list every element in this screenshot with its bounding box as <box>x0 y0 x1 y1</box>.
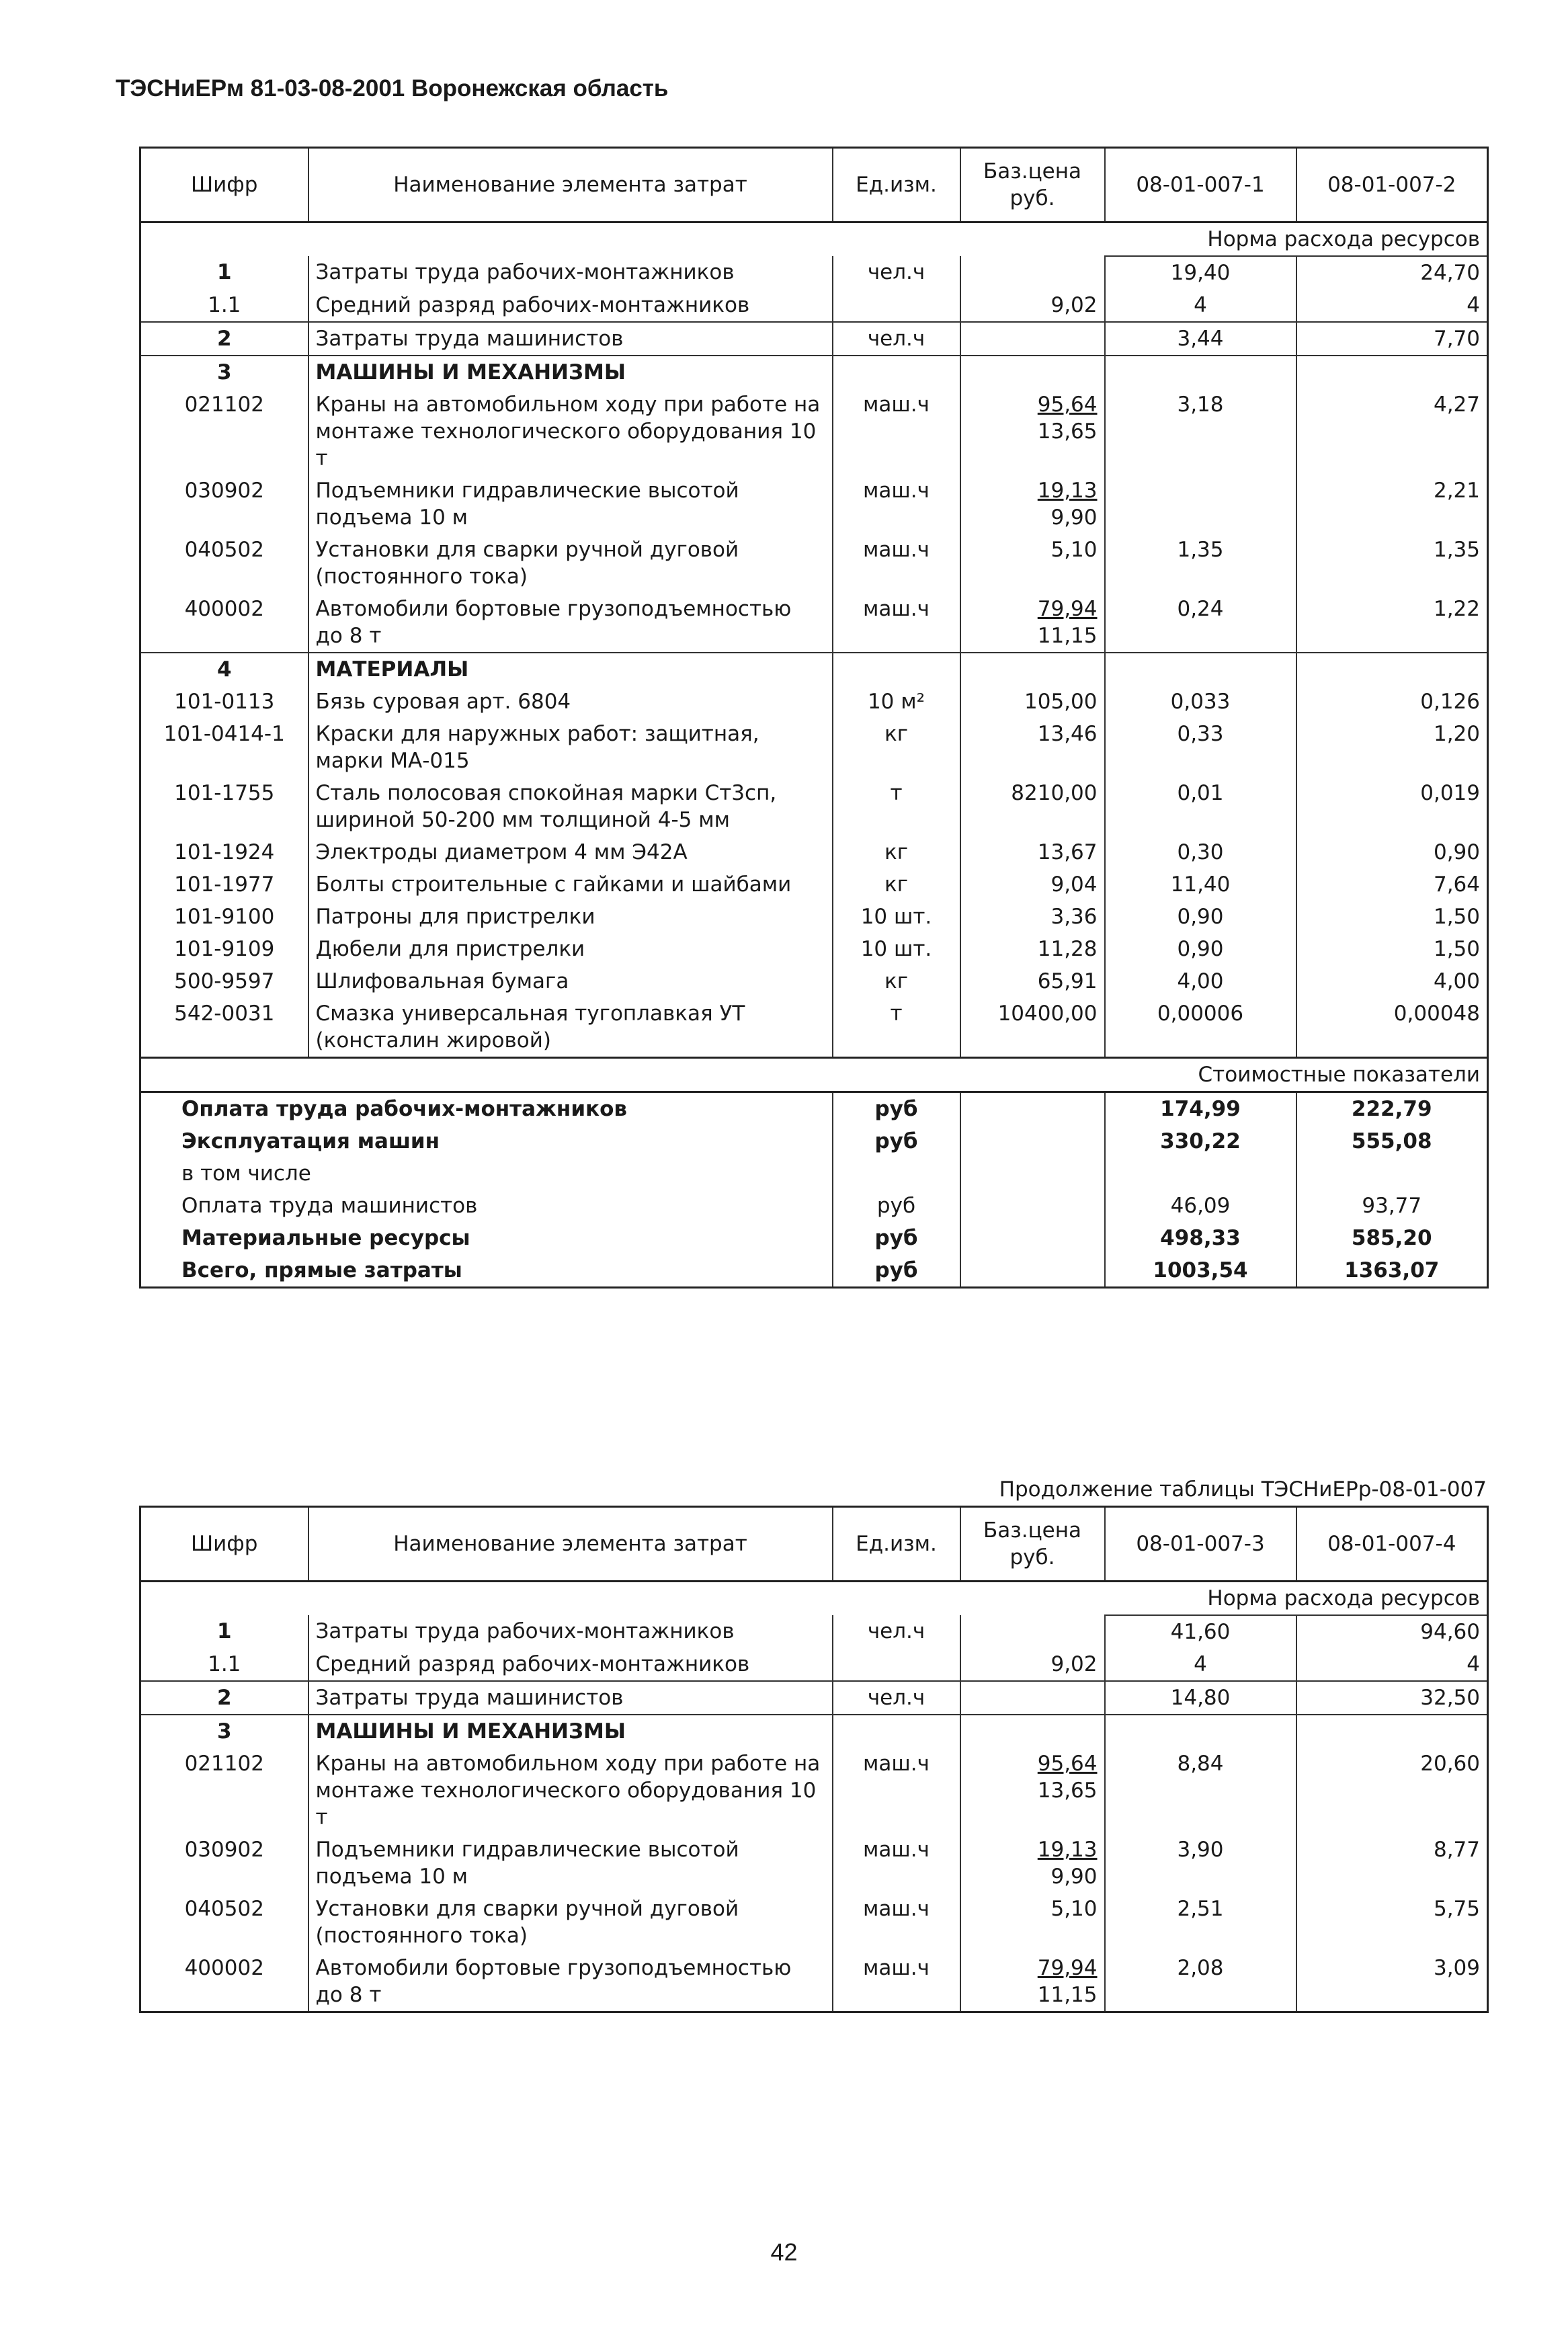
row-norm2: 0,019 <box>1296 777 1488 836</box>
row-unit: чел.ч <box>833 1681 960 1715</box>
row-price <box>960 997 1105 1058</box>
summary-unit: руб <box>833 1190 960 1222</box>
row-code: 1 <box>140 1615 308 1648</box>
row-name: Средний разряд рабочих-монтажников <box>308 1648 833 1681</box>
row-price-secondary: 13,65 <box>1037 419 1098 444</box>
row-price <box>960 356 1105 388</box>
row-code: 030902 <box>140 475 308 534</box>
row-price <box>960 1834 1105 1893</box>
row-norm2: 24,70 <box>1296 256 1488 289</box>
row-price <box>960 1893 1105 1952</box>
summary-row <box>140 1092 1488 1126</box>
table-row <box>140 534 1488 593</box>
summary-value1 <box>1105 1157 1296 1190</box>
row-unit: кг <box>833 965 960 997</box>
row-name: Затраты труда рабочих-монтажников <box>308 256 833 289</box>
row-unit: маш.ч <box>833 388 960 475</box>
row-norm2: 0,126 <box>1296 686 1488 718</box>
row-unit <box>833 1648 960 1681</box>
table-row <box>140 1748 1488 1834</box>
table-row <box>140 965 1488 997</box>
table-row <box>140 356 1488 388</box>
row-code: 101-1977 <box>140 868 308 901</box>
row-price-secondary: 11,15 <box>1037 624 1098 648</box>
summary-row <box>140 1222 1488 1254</box>
summary-label: Эксплуатация машин <box>140 1125 833 1157</box>
col-unit-header: Ед.изм. <box>833 1507 960 1582</box>
row-price-main: 95,64 <box>1037 1752 1098 1776</box>
row-price-main: 19,13 <box>1037 1838 1098 1862</box>
section-cost-label: Стоимостные показатели <box>1105 1058 1488 1092</box>
row-name: Краны на автомобильном ходу при работе на монтаже технологического оборудования 10 т <box>308 1748 833 1834</box>
row-code: 2 <box>140 1681 308 1715</box>
row-price-secondary: 11,15 <box>1037 1983 1098 2007</box>
row-price-secondary: 13,65 <box>1037 1778 1098 1803</box>
row-norm2: 1,50 <box>1296 901 1488 933</box>
summary-row <box>140 1125 1488 1157</box>
row-norm2: 4 <box>1296 289 1488 322</box>
row-name: Краски для наружных работ: защитная, марки МА-015 <box>308 718 833 777</box>
row-unit: маш.ч <box>833 1893 960 1952</box>
col-norm1-header: 08-01-007-1 <box>1105 148 1296 222</box>
row-name: Подъемники гидравлические высотой подъема 10 м <box>308 1834 833 1893</box>
row-norm1: 41,60 <box>1105 1615 1296 1648</box>
row-price-main: 95,64 <box>1037 393 1098 417</box>
summary-value1: 174,99 <box>1105 1092 1296 1126</box>
row-price-secondary: 9,90 <box>1050 1865 1098 1889</box>
row-unit: чел.ч <box>833 1615 960 1648</box>
summary-value2: 555,08 <box>1296 1125 1488 1157</box>
row-norm1: 2,51 <box>1105 1893 1296 1952</box>
section-spacer <box>140 1582 1105 1616</box>
row-price-main: 79,94 <box>1037 1956 1098 1980</box>
table-row <box>140 1715 1488 1748</box>
row-norm1 <box>1105 475 1296 534</box>
row-unit <box>833 653 960 686</box>
section-norm-label: Норма расхода ресурсов <box>1105 1582 1488 1616</box>
table-row <box>140 997 1488 1058</box>
table-row <box>140 1615 1488 1648</box>
table-row <box>140 1834 1488 1893</box>
col-code-header: Шифр <box>140 1507 308 1582</box>
table-row <box>140 1893 1488 1952</box>
row-price <box>960 1715 1105 1748</box>
row-price <box>960 322 1105 356</box>
col-name-header: Наименование элемента затрат <box>308 148 833 222</box>
row-price-main: 9,02 <box>1050 1652 1098 1676</box>
section-spacer <box>140 1058 1105 1092</box>
row-norm2: 1,20 <box>1296 718 1488 777</box>
table-row <box>140 653 1488 686</box>
summary-unit: руб <box>833 1222 960 1254</box>
row-norm2: 1,35 <box>1296 534 1488 593</box>
col-norm2-header: 08-01-007-2 <box>1296 148 1488 222</box>
row-price <box>960 718 1105 777</box>
row-code: 400002 <box>140 1952 308 2012</box>
row-norm2: 20,60 <box>1296 1748 1488 1834</box>
row-norm1: 0,00006 <box>1105 997 1296 1058</box>
row-norm1: 3,44 <box>1105 322 1296 356</box>
col-norm1-header: 08-01-007-3 <box>1105 1507 1296 1582</box>
table-row <box>140 1952 1488 2012</box>
row-code: 101-1755 <box>140 777 308 836</box>
table-row <box>140 322 1488 356</box>
row-norm2 <box>1296 653 1488 686</box>
col-code-header: Шифр <box>140 148 308 222</box>
summary-spacer <box>960 1125 1105 1157</box>
row-code: 1 <box>140 256 308 289</box>
row-norm2: 1,50 <box>1296 933 1488 965</box>
row-price <box>960 836 1105 868</box>
row-price-main: 13,46 <box>1037 722 1098 746</box>
summary-spacer <box>960 1157 1105 1190</box>
row-norm1: 11,40 <box>1105 868 1296 901</box>
row-price <box>960 653 1105 686</box>
row-code: 101-0113 <box>140 686 308 718</box>
row-name: Установки для сварки ручной дуговой (постоянного тока) <box>308 534 833 593</box>
row-code: 3 <box>140 1715 308 1748</box>
summary-label: Оплата труда рабочих-монтажников <box>140 1092 833 1126</box>
table-header-row <box>140 148 1488 222</box>
table-row <box>140 836 1488 868</box>
row-price <box>960 1952 1105 2012</box>
row-norm1: 0,33 <box>1105 718 1296 777</box>
row-price <box>960 475 1105 534</box>
row-norm1: 0,30 <box>1105 836 1296 868</box>
row-code: 101-9109 <box>140 933 308 965</box>
row-price <box>960 289 1105 322</box>
row-name: МАТЕРИАЛЫ <box>308 653 833 686</box>
table-row <box>140 289 1488 322</box>
row-unit: 10 шт. <box>833 901 960 933</box>
row-norm2: 1,22 <box>1296 593 1488 653</box>
row-norm1: 3,90 <box>1105 1834 1296 1893</box>
table-row <box>140 1681 1488 1715</box>
summary-value2: 222,79 <box>1296 1092 1488 1126</box>
row-price-main: 79,94 <box>1037 597 1098 621</box>
row-code: 3 <box>140 356 308 388</box>
resource-table-2 <box>139 1506 1489 2013</box>
row-name: Болты строительные с гайками и шайбами <box>308 868 833 901</box>
row-price <box>960 388 1105 475</box>
row-norm1: 8,84 <box>1105 1748 1296 1834</box>
summary-spacer <box>960 1092 1105 1126</box>
row-norm1 <box>1105 1715 1296 1748</box>
row-unit: маш.ч <box>833 1952 960 2012</box>
summary-value2: 585,20 <box>1296 1222 1488 1254</box>
row-norm1: 2,08 <box>1105 1952 1296 2012</box>
row-unit: чел.ч <box>833 256 960 289</box>
row-price <box>960 1615 1105 1648</box>
summary-value2: 1363,07 <box>1296 1254 1488 1288</box>
row-norm1: 0,01 <box>1105 777 1296 836</box>
row-norm2: 94,60 <box>1296 1615 1488 1648</box>
row-unit: маш.ч <box>833 1748 960 1834</box>
row-name: Средний разряд рабочих-монтажников <box>308 289 833 322</box>
row-unit: маш.ч <box>833 475 960 534</box>
row-norm2: 4,00 <box>1296 965 1488 997</box>
summary-value2 <box>1296 1157 1488 1190</box>
row-unit: чел.ч <box>833 322 960 356</box>
row-price-main: 13,67 <box>1037 840 1098 864</box>
section-norm-label: Норма расхода ресурсов <box>1105 222 1488 257</box>
row-price-main: 65,91 <box>1037 969 1098 993</box>
row-name: Затраты труда машинистов <box>308 1681 833 1715</box>
summary-unit: руб <box>833 1254 960 1288</box>
row-unit: маш.ч <box>833 534 960 593</box>
summary-row <box>140 1157 1488 1190</box>
row-norm1: 1,35 <box>1105 534 1296 593</box>
row-unit: 10 м² <box>833 686 960 718</box>
row-price <box>960 686 1105 718</box>
row-unit: кг <box>833 836 960 868</box>
row-price-main: 11,28 <box>1037 937 1098 961</box>
row-price <box>960 593 1105 653</box>
summary-value1: 498,33 <box>1105 1222 1296 1254</box>
row-price <box>960 901 1105 933</box>
row-norm1: 0,033 <box>1105 686 1296 718</box>
row-unit: кг <box>833 718 960 777</box>
row-code: 101-0414-1 <box>140 718 308 777</box>
row-price <box>960 534 1105 593</box>
row-unit: 10 шт. <box>833 933 960 965</box>
table-header-row <box>140 1507 1488 1582</box>
row-price-main: 5,10 <box>1050 1897 1098 1921</box>
summary-spacer <box>960 1222 1105 1254</box>
row-norm2: 32,50 <box>1296 1681 1488 1715</box>
row-name: Смазка универсальная тугоплавкая УТ (консталин жировой) <box>308 997 833 1058</box>
table-row <box>140 256 1488 289</box>
summary-spacer <box>960 1254 1105 1288</box>
row-norm1: 4,00 <box>1105 965 1296 997</box>
row-code: 500-9597 <box>140 965 308 997</box>
col-unit-header: Ед.изм. <box>833 148 960 222</box>
row-price-main: 10400,00 <box>997 1001 1098 1026</box>
continuation-title: Продолжение таблицы ТЭСНиЕРр-08-01-007 <box>999 1477 1487 1502</box>
row-norm2: 0,90 <box>1296 836 1488 868</box>
table-row <box>140 777 1488 836</box>
row-price-main: 3,36 <box>1050 905 1098 929</box>
table-row <box>140 868 1488 901</box>
summary-spacer <box>960 1190 1105 1222</box>
row-norm1: 14,80 <box>1105 1681 1296 1715</box>
row-norm2: 0,00048 <box>1296 997 1488 1058</box>
summary-unit: руб <box>833 1125 960 1157</box>
row-unit <box>833 289 960 322</box>
row-unit <box>833 1715 960 1748</box>
row-norm1: 19,40 <box>1105 256 1296 289</box>
row-name: Затраты труда рабочих-монтажников <box>308 1615 833 1648</box>
row-norm2: 2,21 <box>1296 475 1488 534</box>
row-norm1 <box>1105 356 1296 388</box>
summary-value1: 330,22 <box>1105 1125 1296 1157</box>
row-name: МАШИНЫ И МЕХАНИЗМЫ <box>308 356 833 388</box>
row-price <box>960 933 1105 965</box>
row-code: 101-9100 <box>140 901 308 933</box>
table-row <box>140 686 1488 718</box>
row-norm1: 0,90 <box>1105 901 1296 933</box>
row-code: 101-1924 <box>140 836 308 868</box>
row-name: Шлифовальная бумага <box>308 965 833 997</box>
row-unit: маш.ч <box>833 1834 960 1893</box>
row-norm2: 5,75 <box>1296 1893 1488 1952</box>
row-price-main: 9,04 <box>1050 872 1098 897</box>
row-name: Электроды диаметром 4 мм Э42А <box>308 836 833 868</box>
row-name: Автомобили бортовые грузоподъемностью до 8 т <box>308 1952 833 2012</box>
row-price <box>960 777 1105 836</box>
row-price <box>960 1748 1105 1834</box>
section-label-row <box>140 1058 1488 1092</box>
section-spacer <box>140 222 1105 257</box>
row-name: Патроны для пристрелки <box>308 901 833 933</box>
row-price-secondary: 9,90 <box>1050 505 1098 530</box>
summary-unit: руб <box>833 1092 960 1126</box>
row-unit: т <box>833 777 960 836</box>
summary-row <box>140 1254 1488 1288</box>
table-row <box>140 475 1488 534</box>
row-name: Затраты труда машинистов <box>308 322 833 356</box>
row-name: Дюбели для пристрелки <box>308 933 833 965</box>
row-price <box>960 1648 1105 1681</box>
summary-label: Материальные ресурсы <box>140 1222 833 1254</box>
table-row <box>140 593 1488 653</box>
col-norm2-header: 08-01-007-4 <box>1296 1507 1488 1582</box>
row-price-main: 105,00 <box>1024 690 1098 714</box>
row-price <box>960 1681 1105 1715</box>
row-price-main: 8210,00 <box>1011 781 1098 805</box>
col-price-header: Баз.цена руб. <box>960 1507 1105 1582</box>
summary-value1: 46,09 <box>1105 1190 1296 1222</box>
row-unit <box>833 356 960 388</box>
row-code: 040502 <box>140 1893 308 1952</box>
row-code: 2 <box>140 322 308 356</box>
row-code: 021102 <box>140 388 308 475</box>
row-code: 1.1 <box>140 1648 308 1681</box>
row-norm1: 0,90 <box>1105 933 1296 965</box>
summary-label: Оплата труда машинистов <box>140 1190 833 1222</box>
row-unit: т <box>833 997 960 1058</box>
summary-label: в том числе <box>140 1157 833 1190</box>
row-price <box>960 256 1105 289</box>
row-norm1: 4 <box>1105 1648 1296 1681</box>
row-norm1: 0,24 <box>1105 593 1296 653</box>
row-price-main: 5,10 <box>1050 538 1098 562</box>
row-code: 4 <box>140 653 308 686</box>
resource-table-1 <box>139 147 1489 1289</box>
row-name: Автомобили бортовые грузоподъемностью до 8 т <box>308 593 833 653</box>
row-price-main: 19,13 <box>1037 479 1098 503</box>
summary-value1: 1003,54 <box>1105 1254 1296 1288</box>
row-name: Краны на автомобильном ходу при работе на монтаже технологического оборудования 10 т <box>308 388 833 475</box>
table-row <box>140 718 1488 777</box>
row-norm2: 7,70 <box>1296 322 1488 356</box>
row-price <box>960 868 1105 901</box>
section-label-row <box>140 222 1488 257</box>
row-code: 030902 <box>140 1834 308 1893</box>
summary-row <box>140 1190 1488 1222</box>
table-row <box>140 1648 1488 1681</box>
table-row <box>140 933 1488 965</box>
row-name: Подъемники гидравлические высотой подъема 10 м <box>308 475 833 534</box>
row-norm2: 4,27 <box>1296 388 1488 475</box>
table-row <box>140 388 1488 475</box>
row-code: 021102 <box>140 1748 308 1834</box>
row-norm2: 4 <box>1296 1648 1488 1681</box>
row-norm2 <box>1296 1715 1488 1748</box>
row-unit: кг <box>833 868 960 901</box>
row-norm2 <box>1296 356 1488 388</box>
row-code: 1.1 <box>140 289 308 322</box>
row-name: Бязь суровая арт. 6804 <box>308 686 833 718</box>
row-price <box>960 965 1105 997</box>
summary-unit <box>833 1157 960 1190</box>
row-norm1: 4 <box>1105 289 1296 322</box>
document-header: ТЭСНиЕРм 81-03-08-2001 Воронежская область <box>116 75 669 101</box>
row-norm2: 8,77 <box>1296 1834 1488 1893</box>
row-price-main: 9,02 <box>1050 293 1098 317</box>
table-row <box>140 901 1488 933</box>
summary-label: Всего, прямые затраты <box>140 1254 833 1288</box>
page-number: 42 <box>770 2238 798 2266</box>
row-norm2: 3,09 <box>1296 1952 1488 2012</box>
row-unit: маш.ч <box>833 593 960 653</box>
col-price-header: Баз.цена руб. <box>960 148 1105 222</box>
row-name: Установки для сварки ручной дуговой (постоянного тока) <box>308 1893 833 1952</box>
row-code: 040502 <box>140 534 308 593</box>
row-code: 542-0031 <box>140 997 308 1058</box>
row-norm2: 7,64 <box>1296 868 1488 901</box>
row-norm1: 3,18 <box>1105 388 1296 475</box>
col-name-header: Наименование элемента затрат <box>308 1507 833 1582</box>
row-name: Сталь полосовая спокойная марки Ст3сп, шириной 50-200 мм толщиной 4-5 мм <box>308 777 833 836</box>
row-code: 400002 <box>140 593 308 653</box>
section-label-row <box>140 1582 1488 1616</box>
row-norm1 <box>1105 653 1296 686</box>
summary-value2: 93,77 <box>1296 1190 1488 1222</box>
row-name: МАШИНЫ И МЕХАНИЗМЫ <box>308 1715 833 1748</box>
